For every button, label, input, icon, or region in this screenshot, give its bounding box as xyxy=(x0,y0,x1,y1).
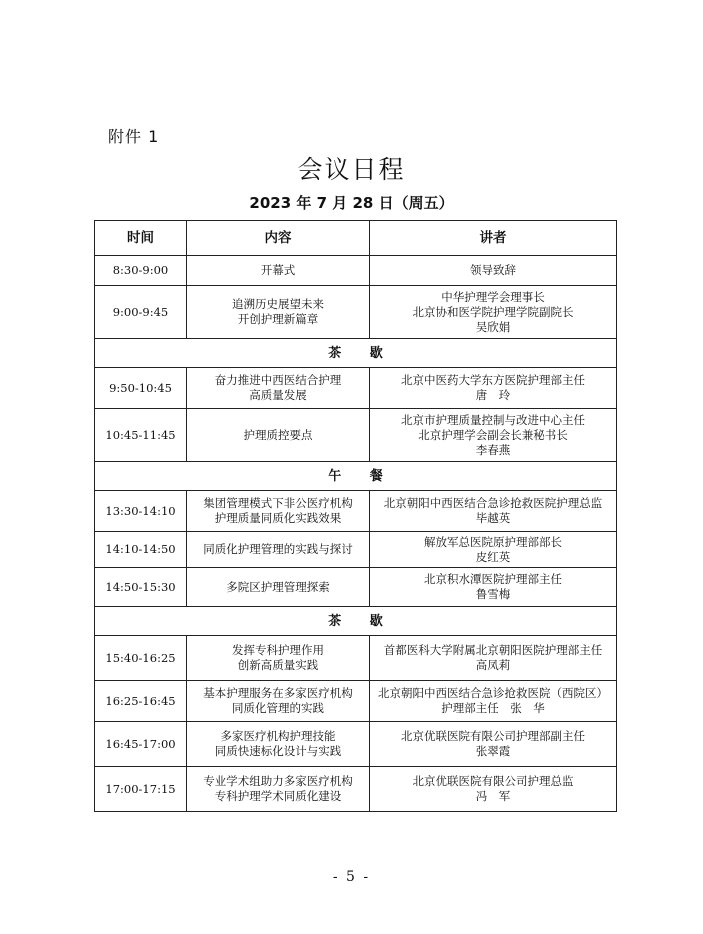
content-line: 追溯历史展望未来 xyxy=(232,297,324,311)
session-speaker xyxy=(370,636,617,681)
session-content xyxy=(187,491,370,532)
session-content xyxy=(187,681,370,722)
speaker-line: 北京积水潭医院护理部主任 xyxy=(424,572,562,586)
speaker-line: 高凤莉 xyxy=(475,658,511,672)
table-row xyxy=(95,491,617,532)
lunch-break-cell: 午 餐 xyxy=(95,462,617,491)
speaker-column-header: 讲者 xyxy=(370,221,617,256)
speaker-line: 中华护理学会理事长 xyxy=(441,289,545,304)
session-content xyxy=(187,722,370,767)
speaker-line: 护理部主任 张 华 xyxy=(441,701,545,715)
session-speaker xyxy=(370,368,617,409)
tea-break-cell: 茶 歇 xyxy=(95,607,617,636)
content-line: 护理质量同质化实践效果 xyxy=(214,511,342,525)
tea-break-cell: 茶 歇 xyxy=(95,339,617,368)
content-line: 基本护理服务在多家医疗机构 xyxy=(203,686,353,700)
page-number: - 5 - xyxy=(332,869,371,885)
session-content xyxy=(187,532,370,568)
table-row xyxy=(95,722,617,767)
session-time: 15:40-16:25 xyxy=(95,636,187,681)
speaker-line: 冯 军 xyxy=(475,789,511,803)
break-row xyxy=(95,607,617,636)
speaker-line: 北京协和医学院护理学院副院长 xyxy=(412,304,574,319)
content-column-header: 内容 xyxy=(187,221,370,256)
session-time: 17:00-17:15 xyxy=(95,767,187,812)
table-header-row xyxy=(95,221,617,256)
speaker-line: 张翠霞 xyxy=(475,744,511,758)
session-speaker xyxy=(370,767,617,812)
table-row xyxy=(95,256,617,286)
time-column-header: 时间 xyxy=(95,221,187,256)
content-line: 同质化护理管理的实践与探讨 xyxy=(203,542,353,556)
content-line: 多家医疗机构护理技能 xyxy=(220,729,336,743)
content-line: 同质化管理的实践 xyxy=(232,701,324,715)
break-row xyxy=(95,462,617,491)
content-line: 创新高质量实践 xyxy=(237,658,319,672)
speaker-line: 北京优联医院有限公司护理部副主任 xyxy=(401,729,585,743)
table-row xyxy=(95,636,617,681)
content-line: 开幕式 xyxy=(260,263,296,277)
page-title: 会议日程 xyxy=(297,155,406,184)
session-content xyxy=(187,767,370,812)
session-content xyxy=(187,568,370,607)
speaker-line: 鲁雪梅 xyxy=(475,587,511,601)
table-row xyxy=(95,681,617,722)
session-time: 10:45-11:45 xyxy=(95,409,187,462)
content-line: 开创护理新篇章 xyxy=(237,312,319,326)
content-line: 多院区护理管理探索 xyxy=(226,579,330,594)
speaker-line: 首都医科大学附属北京朝阳医院护理部主任 xyxy=(383,643,603,657)
session-speaker xyxy=(370,681,617,722)
session-time: 8:30-9:00 xyxy=(95,256,187,286)
break-row xyxy=(95,339,617,368)
content-line: 专业学术组助力多家医疗机构 xyxy=(203,774,353,788)
session-time: 16:25-16:45 xyxy=(95,681,187,722)
session-speaker xyxy=(370,409,617,462)
session-time: 13:30-14:10 xyxy=(95,491,187,532)
schedule-table xyxy=(94,220,617,812)
speaker-line: 毕越英 xyxy=(475,511,511,525)
session-content xyxy=(187,368,370,409)
meeting-date: 2023 年 7 月 28 日（周五） xyxy=(249,194,454,212)
speaker-line: 吴欣娟 xyxy=(475,319,511,334)
table-row xyxy=(95,409,617,462)
table-row xyxy=(95,568,617,607)
speaker-line: 皮红英 xyxy=(475,549,511,564)
table-row xyxy=(95,368,617,409)
session-speaker xyxy=(370,286,617,339)
session-speaker xyxy=(370,256,617,286)
speaker-line: 北京中医药大学东方医院护理部主任 xyxy=(401,373,585,387)
attachment-label: 附件 1 xyxy=(108,127,160,146)
content-line: 发挥专科护理作用 xyxy=(232,643,324,657)
table-row xyxy=(95,286,617,339)
speaker-line: 北京护理学会副会长兼秘书长 xyxy=(418,427,568,442)
session-content xyxy=(187,256,370,286)
speaker-line: 北京朝阳中西医结合急诊抢救医院护理总监 xyxy=(383,496,603,510)
speaker-line: 唐 玲 xyxy=(475,388,511,402)
speaker-line: 领导致辞 xyxy=(470,263,516,277)
content-line: 专科护理学术同质化建设 xyxy=(214,789,342,803)
speaker-line: 北京朝阳中西医结合急诊抢救医院（西院区） xyxy=(378,686,608,700)
content-line: 护理质控要点 xyxy=(243,427,313,442)
table-row xyxy=(95,532,617,568)
content-line: 同质快速标化设计与实践 xyxy=(214,744,342,758)
session-time: 14:10-14:50 xyxy=(95,532,187,568)
session-time: 9:00-9:45 xyxy=(95,286,187,339)
speaker-line: 李春燕 xyxy=(475,442,511,457)
session-content xyxy=(187,409,370,462)
session-time: 14:50-15:30 xyxy=(95,568,187,607)
session-time: 9:50-10:45 xyxy=(95,368,187,409)
content-line: 奋力推进中西医结合护理 xyxy=(214,373,342,387)
session-speaker xyxy=(370,532,617,568)
session-content xyxy=(187,636,370,681)
session-content xyxy=(187,286,370,339)
session-time: 16:45-17:00 xyxy=(95,722,187,767)
speaker-line: 北京优联医院有限公司护理总监 xyxy=(412,774,574,788)
table-row xyxy=(95,767,617,812)
session-speaker xyxy=(370,568,617,607)
session-speaker xyxy=(370,722,617,767)
session-speaker xyxy=(370,491,617,532)
speaker-line: 北京市护理质量控制与改进中心主任 xyxy=(401,412,585,427)
content-line: 高质量发展 xyxy=(249,388,307,402)
content-line: 集团管理模式下非公医疗机构 xyxy=(203,496,353,510)
speaker-line: 解放军总医院原护理部部长 xyxy=(424,534,562,549)
